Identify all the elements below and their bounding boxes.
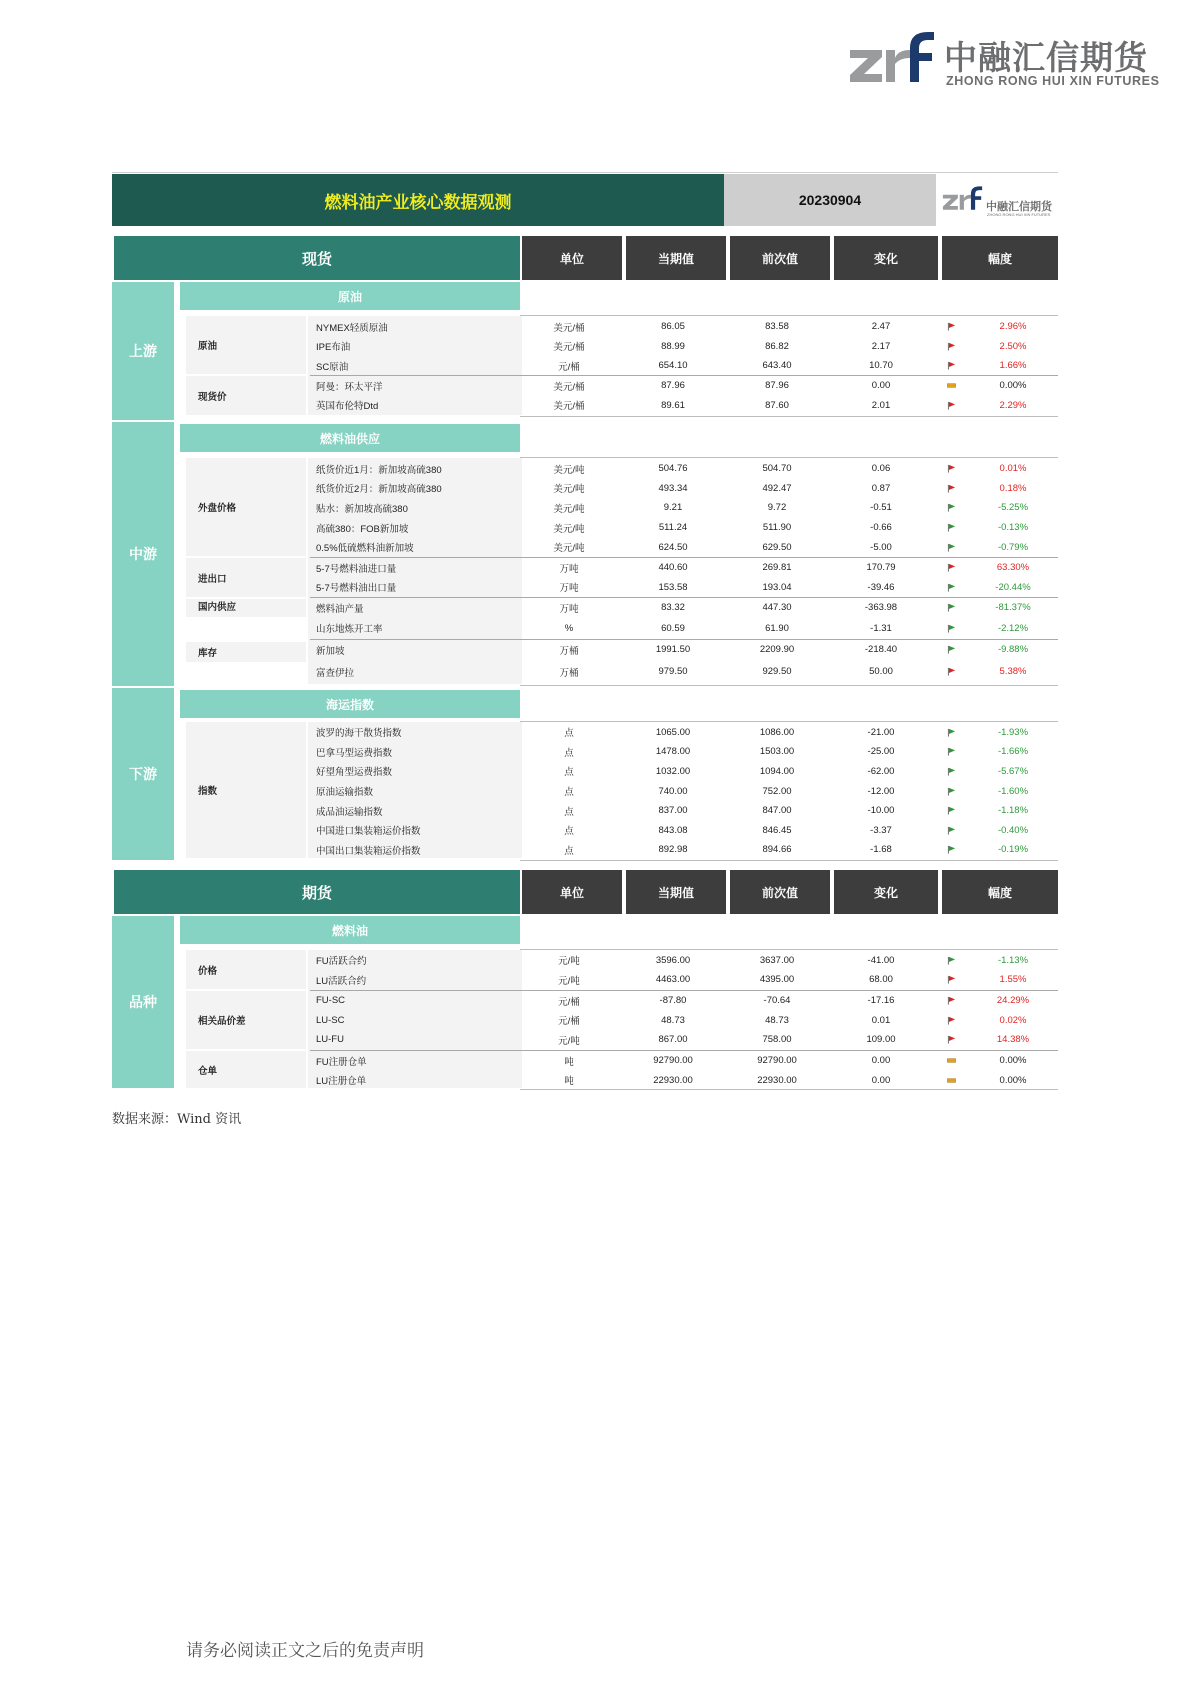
- item-current: 843.08: [658, 824, 688, 836]
- item-previous: 86.82: [765, 340, 789, 352]
- item-percent: -1.93%: [997, 726, 1029, 738]
- col-percent: 幅度: [942, 870, 1058, 914]
- item-unit: 万桶: [559, 645, 579, 657]
- brand-name-cn: 中融汇信期货: [944, 38, 1148, 77]
- item-previous: 269.81: [762, 562, 792, 574]
- item-name: FU注册仓单: [316, 1056, 367, 1068]
- flag-indicator-icon: [936, 356, 966, 376]
- flat-indicator-icon: [936, 376, 966, 396]
- table-row: [310, 356, 1058, 376]
- item-current: 1991.50: [655, 644, 691, 656]
- item-previous: 87.96: [765, 380, 789, 392]
- item-previous: 1094.00: [759, 765, 795, 777]
- item-name: FU-SC: [316, 995, 346, 1007]
- item-name: 中国出口集装箱运价指数: [316, 845, 421, 857]
- item-unit: 元/桶: [558, 361, 580, 373]
- item-unit: 美元/桶: [553, 342, 585, 354]
- report-date: 20230904: [724, 174, 936, 226]
- item-unit: %: [564, 622, 574, 634]
- item-unit: 万桶: [559, 667, 579, 679]
- item-unit: 元/桶: [558, 1016, 580, 1028]
- table-row: [310, 1071, 1058, 1091]
- item-percent: 0.00%: [999, 380, 1027, 392]
- flat-indicator-icon: [936, 1051, 966, 1071]
- item-percent: -20.44%: [995, 581, 1031, 593]
- col-change: 变化: [834, 870, 938, 914]
- futures-section-title: 期货: [114, 870, 520, 914]
- item-change: -1.31: [870, 622, 892, 634]
- flag-indicator-icon: [936, 498, 966, 518]
- table-row: [310, 537, 1058, 557]
- item-unit: 点: [564, 787, 574, 799]
- item-previous: 511.90: [762, 522, 792, 534]
- table-row: [310, 801, 1058, 821]
- item-previous: 87.60: [765, 399, 789, 411]
- col-change: 变化: [834, 236, 938, 280]
- item-name: SC原油: [316, 361, 349, 373]
- item-previous: 3637.00: [759, 954, 795, 966]
- item-unit: 元/吨: [558, 956, 580, 968]
- item-percent: -2.12%: [997, 622, 1029, 634]
- item-change: -41.00: [867, 954, 895, 966]
- group-offshore-price: 外盘价格: [186, 458, 306, 556]
- stage-midstream: 中游: [112, 422, 174, 686]
- item-unit: 美元/桶: [553, 401, 585, 413]
- item-current: 979.50: [658, 666, 688, 678]
- item-name: 富查伊拉: [316, 667, 355, 679]
- col-current: 当期值: [626, 870, 726, 914]
- item-previous: 758.00: [762, 1034, 792, 1046]
- item-change: 2.47: [871, 321, 891, 333]
- item-name: FU活跃合约: [316, 956, 367, 968]
- item-change: -25.00: [867, 746, 895, 758]
- item-change: 0.00: [871, 1074, 891, 1086]
- spot-section-title: 现货: [114, 236, 520, 280]
- stage-downstream: 下游: [112, 688, 174, 860]
- item-percent: -81.37%: [995, 602, 1031, 614]
- item-percent: -0.79%: [997, 541, 1029, 553]
- item-percent: 2.29%: [999, 399, 1027, 411]
- disclaimer-note: 请务必阅读正文之后的免责声明: [186, 1641, 424, 1661]
- table-row: [310, 840, 1058, 860]
- flat-indicator-icon: [936, 1071, 966, 1091]
- item-percent: 14.38%: [996, 1034, 1030, 1046]
- row-separator: [520, 457, 1058, 458]
- item-change: 50.00: [869, 666, 893, 678]
- flag-indicator-icon: [936, 558, 966, 578]
- table-row: [310, 558, 1058, 578]
- item-previous: 1086.00: [759, 726, 795, 738]
- banner-brand-cn: 中融汇信期货: [986, 200, 1052, 213]
- item-current: 624.50: [658, 541, 688, 553]
- flag-indicator-icon: [936, 578, 966, 598]
- item-change: -10.00: [867, 805, 895, 817]
- flag-indicator-icon: [936, 1011, 966, 1031]
- group-price: 价格: [186, 950, 306, 989]
- item-change: -62.00: [867, 765, 895, 777]
- item-current: 89.61: [661, 399, 685, 411]
- col-previous: 前次值: [730, 870, 830, 914]
- table-row: [310, 781, 1058, 801]
- flag-indicator-icon: [936, 951, 966, 971]
- item-current: 504.76: [658, 463, 688, 475]
- item-name: 巴拿马型运费指数: [316, 747, 393, 759]
- item-previous: 1503.00: [759, 746, 795, 758]
- item-current: 153.58: [658, 581, 688, 593]
- item-name: 好望角型运费指数: [316, 767, 393, 779]
- item-percent: -5.67%: [997, 765, 1029, 777]
- flag-indicator-icon: [936, 518, 966, 538]
- table-row: [310, 1051, 1058, 1071]
- group-index: 指数: [186, 722, 306, 858]
- item-name: LU活跃合约: [316, 975, 367, 987]
- table-row: [310, 317, 1058, 337]
- item-change: -3.37: [870, 824, 892, 836]
- item-current: 48.73: [661, 1014, 685, 1026]
- report-title: 燃料油产业核心数据观测: [112, 174, 724, 226]
- item-current: 60.59: [661, 622, 685, 634]
- item-current: 88.99: [661, 340, 685, 352]
- item-current: 3596.00: [655, 954, 691, 966]
- flag-indicator-icon: [936, 396, 966, 416]
- item-name: 纸货价近2月：新加坡高硫380: [316, 484, 442, 496]
- item-unit: 元/吨: [558, 1035, 580, 1047]
- item-current: 867.00: [658, 1034, 688, 1046]
- flag-indicator-icon: [936, 337, 966, 357]
- item-previous: 492.47: [762, 482, 792, 494]
- item-change: 2.01: [871, 399, 891, 411]
- flag-indicator-icon: [936, 821, 966, 841]
- table-row: [310, 479, 1058, 499]
- group-crude: 原油: [186, 316, 306, 374]
- flag-indicator-icon: [936, 762, 966, 782]
- item-change: 0.01: [871, 1014, 891, 1026]
- table-row: [310, 376, 1058, 396]
- item-percent: -5.25%: [997, 502, 1029, 514]
- flag-indicator-icon: [936, 317, 966, 337]
- item-change: 0.00: [871, 1055, 891, 1067]
- brand-name-en: ZHONG RONG HUI XIN FUTURES: [946, 74, 1160, 88]
- item-percent: 0.00%: [999, 1055, 1027, 1067]
- flag-indicator-icon: [936, 619, 966, 639]
- item-change: 0.87: [871, 482, 891, 494]
- item-unit: 美元/桶: [553, 381, 585, 393]
- item-percent: 2.96%: [999, 321, 1027, 333]
- item-percent: -1.60%: [997, 785, 1029, 797]
- item-name: LU-SC: [316, 1014, 345, 1026]
- item-previous: 447.30: [762, 602, 792, 614]
- flag-indicator-icon: [936, 742, 966, 762]
- item-name: 原油运输指数: [316, 787, 374, 799]
- table-row: [310, 821, 1058, 841]
- row-separator: [520, 315, 1058, 316]
- flag-indicator-icon: [936, 537, 966, 557]
- item-previous: 847.00: [762, 805, 792, 817]
- table-row: [310, 951, 1058, 971]
- table-row: [310, 459, 1058, 479]
- item-unit: 点: [564, 845, 574, 857]
- item-change: -0.66: [870, 522, 892, 534]
- item-current: 654.10: [658, 360, 688, 372]
- flag-indicator-icon: [936, 723, 966, 743]
- item-previous: 846.45: [762, 824, 792, 836]
- item-unit: 万吨: [559, 603, 579, 615]
- col-current: 当期值: [626, 236, 726, 280]
- flag-indicator-icon: [936, 970, 966, 990]
- item-current: 740.00: [658, 785, 688, 797]
- flag-indicator-icon: [936, 479, 966, 499]
- stage-upstream: 上游: [112, 282, 174, 420]
- item-current: 4463.00: [655, 974, 691, 986]
- item-change: 109.00: [866, 1034, 896, 1046]
- group-domestic-supply: 国内供应: [186, 599, 306, 617]
- subheader-shipping-index: 海运指数: [180, 690, 520, 718]
- item-name: 新加坡: [316, 645, 345, 657]
- item-current: 9.21: [663, 502, 683, 514]
- col-unit: 单位: [522, 870, 622, 914]
- table-row: [310, 640, 1058, 660]
- item-name: 高硫380：FOB新加坡: [316, 523, 409, 535]
- item-change: -0.51: [870, 502, 892, 514]
- item-percent: 24.29%: [996, 995, 1030, 1007]
- item-change: 0.00: [871, 380, 891, 392]
- item-current: -87.80: [659, 995, 687, 1007]
- flag-indicator-icon: [936, 801, 966, 821]
- zrf-logo-mark-small: [942, 184, 984, 214]
- item-change: -5.00: [870, 541, 892, 553]
- item-change: -39.46: [867, 581, 895, 593]
- item-percent: 1.55%: [999, 974, 1027, 986]
- item-unit: 元/桶: [558, 996, 580, 1008]
- item-name: LU注册仓单: [316, 1076, 367, 1088]
- group-inventory: 库存: [186, 642, 306, 662]
- row-separator: [520, 860, 1058, 861]
- table-row: [310, 1011, 1058, 1031]
- flag-indicator-icon: [936, 598, 966, 618]
- col-previous: 前次值: [730, 236, 830, 280]
- item-current: 1478.00: [655, 746, 691, 758]
- table-row: [310, 1030, 1058, 1050]
- item-name: 阿曼：环太平洋: [316, 381, 383, 393]
- subheader-fuel-supply: 燃料油供应: [180, 424, 520, 452]
- item-percent: -1.18%: [997, 805, 1029, 817]
- item-current: 511.24: [658, 522, 688, 534]
- item-change: -17.16: [867, 995, 895, 1007]
- subheader-fuel-oil: 燃料油: [180, 916, 520, 944]
- table-row: [310, 396, 1058, 416]
- item-percent: 0.00%: [999, 1074, 1027, 1086]
- item-name: 5-7号燃料油出口量: [316, 583, 397, 595]
- item-current: 892.98: [658, 844, 688, 856]
- item-percent: 1.66%: [999, 360, 1027, 372]
- item-previous: 504.70: [762, 463, 792, 475]
- flag-indicator-icon: [936, 459, 966, 479]
- item-previous: 83.58: [765, 321, 789, 333]
- item-current: 86.05: [661, 321, 685, 333]
- item-name: 波罗的海干散货指数: [316, 728, 402, 740]
- item-unit: 美元/吨: [553, 503, 585, 515]
- row-separator: [520, 685, 1058, 686]
- item-current: 87.96: [661, 380, 685, 392]
- item-unit: 吨: [564, 1056, 574, 1068]
- item-previous: 92790.00: [757, 1055, 797, 1067]
- item-name: NYMEX轻质原油: [316, 322, 388, 334]
- item-percent: 2.50%: [999, 340, 1027, 352]
- item-previous: -70.64: [763, 995, 791, 1007]
- item-name: IPE布油: [316, 342, 351, 354]
- item-previous: 48.73: [765, 1014, 789, 1026]
- item-unit: 美元/吨: [553, 523, 585, 535]
- item-previous: 629.50: [762, 541, 792, 553]
- table-row: [310, 598, 1058, 618]
- item-name: 纸货价近1月：新加坡高硫380: [316, 464, 442, 476]
- item-change: 0.06: [871, 463, 891, 475]
- item-percent: 63.30%: [996, 562, 1030, 574]
- item-unit: 万吨: [559, 563, 579, 575]
- item-previous: 2209.90: [759, 644, 795, 656]
- item-name: 中国进口集装箱运价指数: [316, 826, 421, 838]
- item-previous: 894.66: [762, 844, 792, 856]
- item-percent: 5.38%: [999, 666, 1027, 678]
- table-row: [310, 498, 1058, 518]
- item-unit: 点: [564, 747, 574, 759]
- table-row: [310, 662, 1058, 682]
- item-name: LU-FU: [316, 1034, 344, 1046]
- company-logo: [848, 28, 1160, 92]
- item-name: 0.5%低硫燃料油新加坡: [316, 543, 414, 555]
- item-unit: 美元/吨: [553, 543, 585, 555]
- col-percent: 幅度: [942, 236, 1058, 280]
- stage-variety: 品种: [112, 916, 174, 1088]
- table-row: [310, 762, 1058, 782]
- table-row: [310, 991, 1058, 1011]
- item-current: 837.00: [658, 805, 688, 817]
- item-previous: 9.72: [767, 502, 787, 514]
- item-percent: 0.18%: [999, 482, 1027, 494]
- item-name: 山东地炼开工率: [316, 624, 383, 636]
- item-percent: -0.13%: [997, 522, 1029, 534]
- item-change: -363.98: [864, 602, 898, 614]
- item-current: 22930.00: [653, 1074, 693, 1086]
- flag-indicator-icon: [936, 781, 966, 801]
- item-previous: 193.04: [762, 581, 792, 593]
- item-unit: 点: [564, 728, 574, 740]
- item-unit: 万吨: [559, 583, 579, 595]
- item-change: 2.17: [871, 340, 891, 352]
- table-row: [310, 723, 1058, 743]
- item-change: 68.00: [869, 974, 893, 986]
- row-separator: [520, 416, 1058, 417]
- item-unit: 元/吨: [558, 975, 580, 987]
- item-previous: 929.50: [762, 666, 792, 678]
- flag-indicator-icon: [936, 840, 966, 860]
- item-name: 5-7号燃料油进口量: [316, 563, 397, 575]
- flag-indicator-icon: [936, 662, 966, 682]
- table-row: [310, 518, 1058, 538]
- col-unit: 单位: [522, 236, 622, 280]
- item-change: -1.68: [870, 844, 892, 856]
- item-change: 10.70: [869, 360, 893, 372]
- table-row: [310, 970, 1058, 990]
- item-unit: 点: [564, 767, 574, 779]
- item-previous: 22930.00: [757, 1074, 797, 1086]
- item-unit: 美元/桶: [553, 322, 585, 334]
- item-change: -12.00: [867, 785, 895, 797]
- item-current: 83.32: [661, 602, 685, 614]
- item-percent: -0.40%: [997, 824, 1029, 836]
- group-spot-price: 现货价: [186, 376, 306, 415]
- item-previous: 4395.00: [759, 974, 795, 986]
- table-row: [310, 742, 1058, 762]
- item-current: 1065.00: [655, 726, 691, 738]
- item-name: 燃料油产量: [316, 603, 364, 615]
- item-current: 493.34: [658, 482, 688, 494]
- item-percent: 0.02%: [999, 1014, 1027, 1026]
- item-percent: -1.66%: [997, 746, 1029, 758]
- group-import-export: 进出口: [186, 558, 306, 597]
- subheader-crude: 原油: [180, 282, 520, 310]
- item-change: 170.79: [866, 562, 896, 574]
- table-row: [310, 337, 1058, 357]
- group-spread: 相关品价差: [186, 991, 306, 1049]
- item-name: 贴水：新加坡高硫380: [316, 503, 408, 515]
- banner-top-rule: [112, 172, 1058, 173]
- banner-brand-en: ZHONG RONG HUI XIN FUTURES: [987, 212, 1051, 217]
- item-previous: 643.40: [762, 360, 792, 372]
- item-unit: 美元/吨: [553, 484, 585, 496]
- table-row: [310, 578, 1058, 598]
- banner-logo: [936, 174, 1058, 226]
- item-current: 92790.00: [653, 1055, 693, 1067]
- item-name: 成品油运输指数: [316, 806, 383, 818]
- item-percent: -1.13%: [997, 954, 1029, 966]
- item-unit: 吨: [564, 1076, 574, 1088]
- item-current: 440.60: [658, 562, 688, 574]
- item-change: -218.40: [864, 644, 898, 656]
- flag-indicator-icon: [936, 1030, 966, 1050]
- item-percent: -9.88%: [997, 644, 1029, 656]
- item-previous: 61.90: [765, 622, 789, 634]
- group-warrant: 仓单: [186, 1051, 306, 1088]
- table-row: [310, 619, 1058, 639]
- data-source-note: 数据来源：Wind 资讯: [112, 1112, 242, 1127]
- item-previous: 752.00: [762, 785, 792, 797]
- item-name: 英国布伦特Dtd: [316, 401, 379, 413]
- flag-indicator-icon: [936, 991, 966, 1011]
- item-percent: 0.01%: [999, 463, 1027, 475]
- flag-indicator-icon: [936, 640, 966, 660]
- item-percent: -0.19%: [997, 844, 1029, 856]
- item-unit: 点: [564, 806, 574, 818]
- item-change: -21.00: [867, 726, 895, 738]
- item-unit: 点: [564, 826, 574, 838]
- item-unit: 美元/吨: [553, 464, 585, 476]
- zrf-logo-mark: [848, 28, 938, 90]
- item-current: 1032.00: [655, 765, 691, 777]
